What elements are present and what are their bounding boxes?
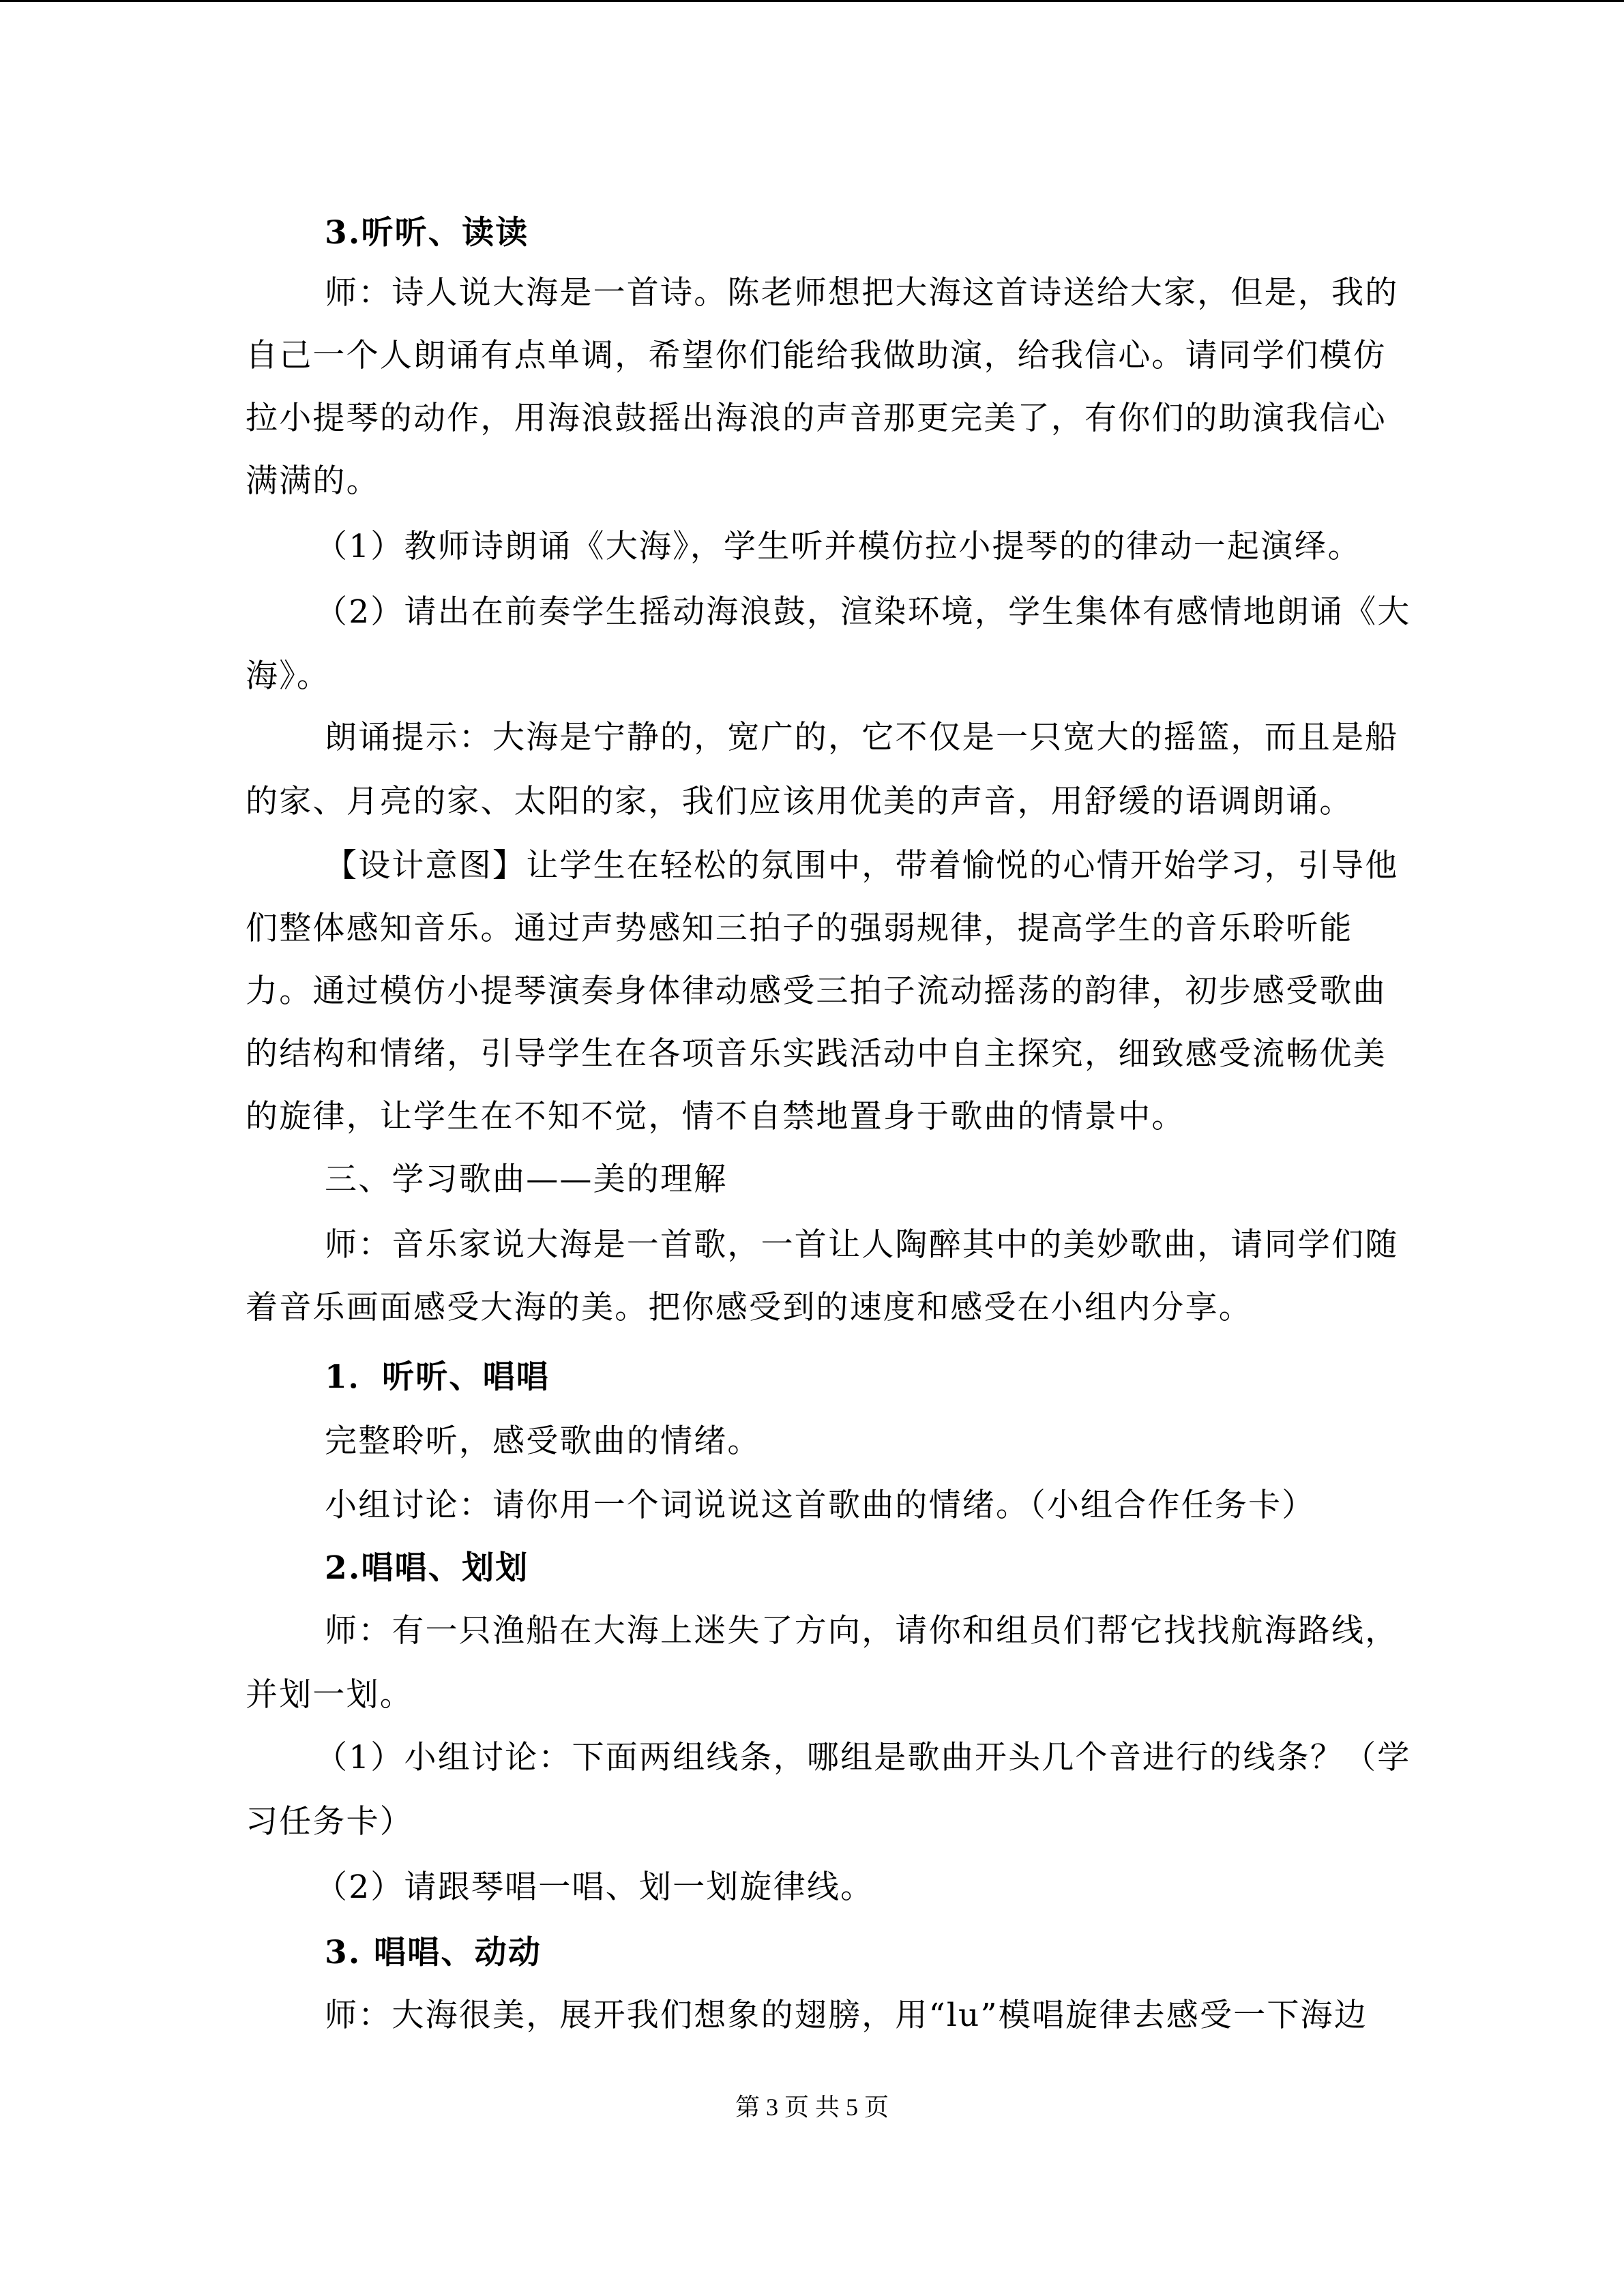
paragraph-line: （2）请出在前奏学生摇动海浪鼓，渲染环境，学生集体有感情地朗诵《大 <box>315 593 1411 631</box>
paragraph-line: 海》。 <box>246 657 331 695</box>
paragraph-line: 师：有一只渔船在大海上迷失了方向，请你和组员们帮它找找航海路线， <box>325 1612 1399 1650</box>
paragraph-line: （1）小组讨论：下面两组线条，哪组是歌曲开头几个音进行的线条？（学 <box>315 1739 1411 1776</box>
paragraph-line: 自己一个人朗诵有点单调，希望你们能给我做助演，给我信心。请同学们模仿 <box>246 337 1387 374</box>
heading-sing-move: 3. 唱唱、动动 <box>325 1934 542 1971</box>
paragraph-line: 的结构和情绪，引导学生在各项音乐实践活动中自主探究，细致感受流畅优美 <box>246 1035 1387 1073</box>
paragraph-line: 着音乐画面感受大海的美。把你感受到的速度和感受在小组内分享。 <box>246 1289 1252 1326</box>
paragraph-line: 朗诵提示：大海是宁静的，宽广的，它不仅是一只宽大的摇篮，而且是船 <box>325 719 1399 756</box>
paragraph-line: 满满的。 <box>246 462 380 500</box>
paragraph-line: 的家、月亮的家、太阳的家，我们应该用优美的声音，用舒缓的语调朗诵。 <box>246 783 1353 820</box>
heading-sing-draw: 2.唱唱、划划 <box>325 1549 529 1587</box>
paragraph-line: 师：音乐家说大海是一首歌，一首让人陶醉其中的美妙歌曲，请同学们随 <box>325 1226 1399 1264</box>
paragraph-line: 力。通过模仿小提琴演奏身体律动感受三拍子流动摇荡的韵律，初步感受歌曲 <box>246 972 1387 1010</box>
paragraph-line: 的旋律，让学生在不知不觉，情不自禁地置身于歌曲的情景中。 <box>246 1098 1185 1135</box>
paragraph-line: 习任务卡） <box>246 1803 413 1840</box>
heading-listen-sing: 1．听听、唱唱 <box>325 1358 550 1396</box>
design-intent-line: 【设计意图】让学生在轻松的氛围中，带着愉悦的心情开始学习，引导他 <box>325 847 1399 884</box>
paragraph-line: 并划一划。 <box>246 1676 413 1714</box>
paragraph-line: （1）教师诗朗诵《大海》，学生听并模仿拉小提琴的的律动一起演绎。 <box>315 528 1361 565</box>
paragraph-line: （2）请跟琴唱一唱、划一划旋律线。 <box>315 1868 874 1906</box>
paragraph-line: 师：诗人说大海是一首诗。陈老师想把大海这首诗送给大家，但是，我的 <box>325 274 1399 312</box>
paragraph-line: 小组讨论：请你用一个词说说这首歌曲的情绪。（小组合作任务卡） <box>325 1487 1316 1524</box>
paragraph-line: 完整聆听，感受歌曲的情绪。 <box>325 1422 761 1460</box>
heading-listen-read: 3.听听、读读 <box>325 214 529 252</box>
paragraph-line: 拉小提琴的动作，用海浪鼓摇出海浪的声音那更完美了，有你们的助演我信心 <box>246 400 1387 437</box>
paragraph-line: 师：大海很美，展开我们想象的翅膀，用“lu”模唱旋律去感受一下海边 <box>325 1997 1368 2034</box>
page-footer: 第 3 页 共 5 页 <box>735 2093 889 2121</box>
paragraph-line: 们整体感知音乐。通过声势感知三拍子的强弱规律，提高学生的音乐聆听能 <box>246 910 1353 947</box>
section-heading: 三、学习歌曲——美的理解 <box>325 1161 728 1198</box>
